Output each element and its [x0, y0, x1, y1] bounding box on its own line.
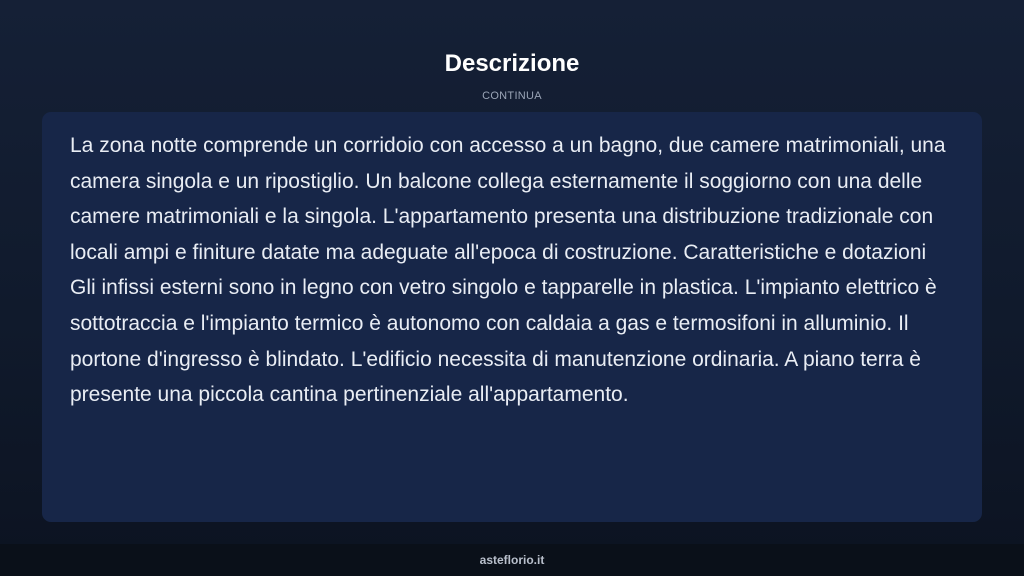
description-card	[42, 112, 982, 522]
continue-label: CONTINUA	[482, 90, 542, 102]
footer-brand: asteflorio.it	[479, 553, 545, 567]
page-title: Descrizione	[444, 50, 580, 77]
footer-bar	[0, 544, 1024, 576]
description-text: La zona notte comprende un corridoio con accesso a un bagno, due camere matrimoniali, una camera singola e un ripostiglio. Un balcone collega esternamente il soggiorno con una delle camere matrimoniali e la singola. L'appartamento presenta una distribuzione tradizionale con locali ampi e finiture datate ma adeguate all'epoca di costruzione. Caratteristiche e dotazioni Gli infissi esterni sono in legno con vetro singolo e tapparelle in plastica. L'impianto elettrico è sottotraccia e l'impianto termico è autonomo con caldaia a gas e termosifoni in alluminio. Il portone d'ingresso è blindato. L'edificio necessita di manutenzione ordinaria. A piano terra è presente una piccola cantina pertinenziale all'appartamento.	[70, 134, 946, 407]
